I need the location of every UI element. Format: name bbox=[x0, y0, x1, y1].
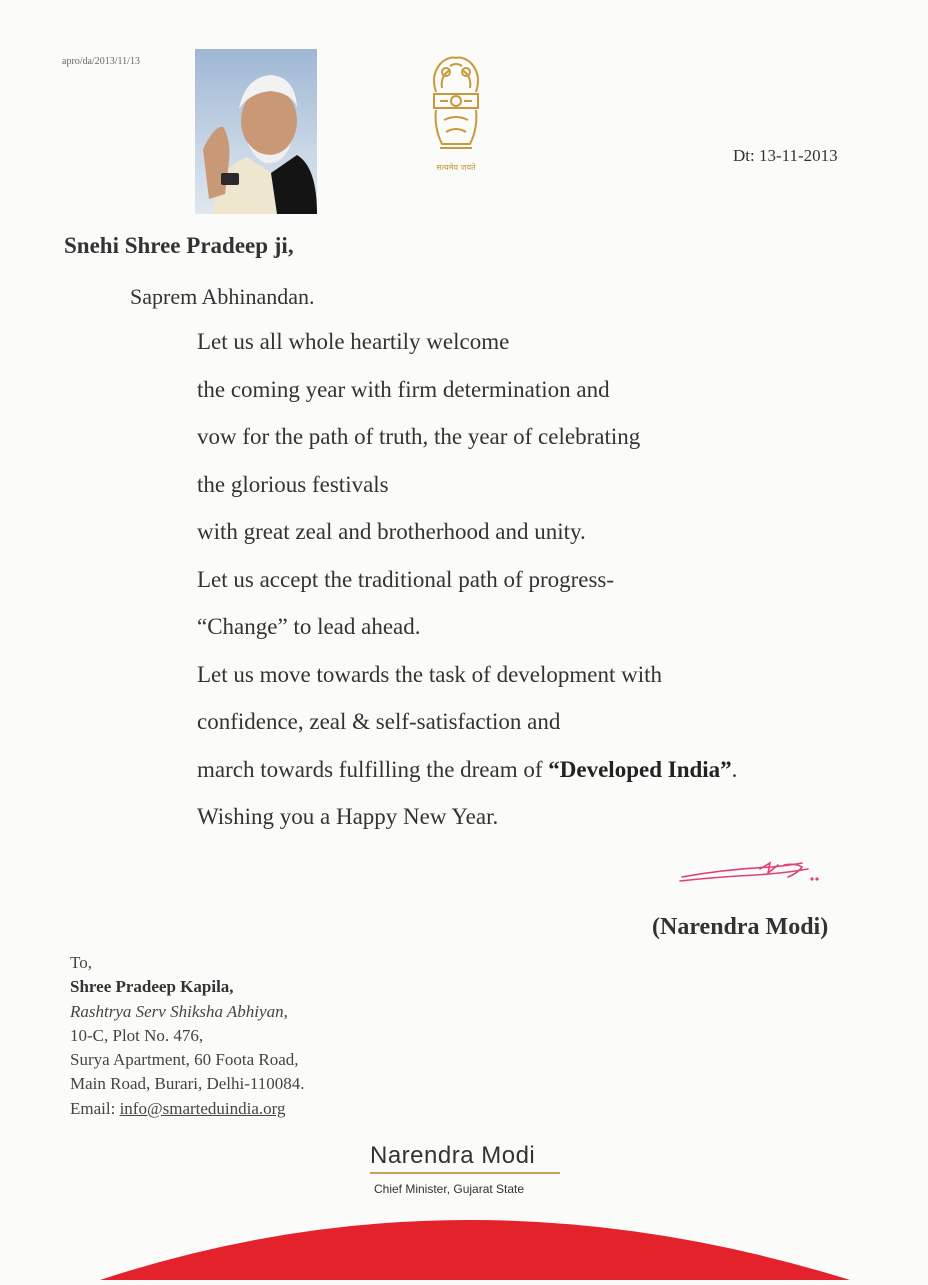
recipient-name: Shree Pradeep Kapila, bbox=[70, 977, 234, 997]
developed-india-emphasis: “Developed India” bbox=[548, 756, 732, 782]
salutation: Snehi Shree Pradeep ji, bbox=[64, 233, 294, 258]
greeting: Saprem Abhinandan. bbox=[130, 284, 315, 309]
address-to: To, bbox=[70, 953, 92, 972]
body-line-text: march towards fulfilling the dream of bbox=[197, 756, 549, 782]
recipient-organization: Rashtrya Serv Shiksha Abhiyan, bbox=[70, 1001, 288, 1021]
footer-title: Chief Minister, Gujarat State bbox=[374, 1182, 525, 1196]
email-label: Email: bbox=[70, 1098, 120, 1118]
body-line: Let us move towards the task of development with bbox=[197, 661, 663, 687]
body-line: the coming year with firm determination and bbox=[197, 376, 610, 402]
email-link[interactable]: info@smarteduindia.org bbox=[119, 1098, 286, 1118]
body-line-period: . bbox=[731, 756, 738, 782]
body-line: the glorious festivals bbox=[197, 471, 389, 497]
letter-body bbox=[197, 327, 737, 850]
body-line: “Change” to lead ahead. bbox=[197, 614, 421, 639]
reference-number: apro/da/2013/11/13 bbox=[62, 56, 140, 67]
closing-line: Wishing you a Happy New Year. bbox=[197, 804, 499, 829]
emblem-motto: सत्यमेव जयते bbox=[436, 163, 476, 172]
recipient-address bbox=[70, 951, 305, 1121]
portrait-photo bbox=[195, 49, 317, 214]
national-emblem-icon bbox=[420, 48, 492, 176]
address-line: Main Road, Burari, Delhi-110084. bbox=[70, 1074, 305, 1094]
body-line: Let us accept the traditional path of progress- bbox=[197, 566, 615, 592]
body-line: Let us all whole heartily welcome bbox=[197, 329, 510, 354]
footer-red-band bbox=[0, 1190, 928, 1280]
body-line: vow for the path of truth, the year of celebrating bbox=[197, 424, 641, 449]
body-line-emphasis bbox=[197, 755, 737, 803]
address-line: Surya Apartment, 60 Foota Road, bbox=[70, 1050, 299, 1070]
footer-name: Narendra Modi bbox=[370, 1142, 560, 1174]
letter-date: Dt: 13-11-2013 bbox=[733, 146, 838, 165]
address-email-row bbox=[70, 1097, 305, 1121]
handwritten-signature bbox=[676, 855, 826, 887]
body-line: confidence, zeal & self-satisfaction and bbox=[197, 709, 561, 734]
address-line: 10-C, Plot No. 476, bbox=[70, 1025, 204, 1045]
signer-name: (Narendra Modi) bbox=[652, 914, 829, 940]
body-line: with great zeal and brotherhood and unity. bbox=[197, 519, 586, 544]
